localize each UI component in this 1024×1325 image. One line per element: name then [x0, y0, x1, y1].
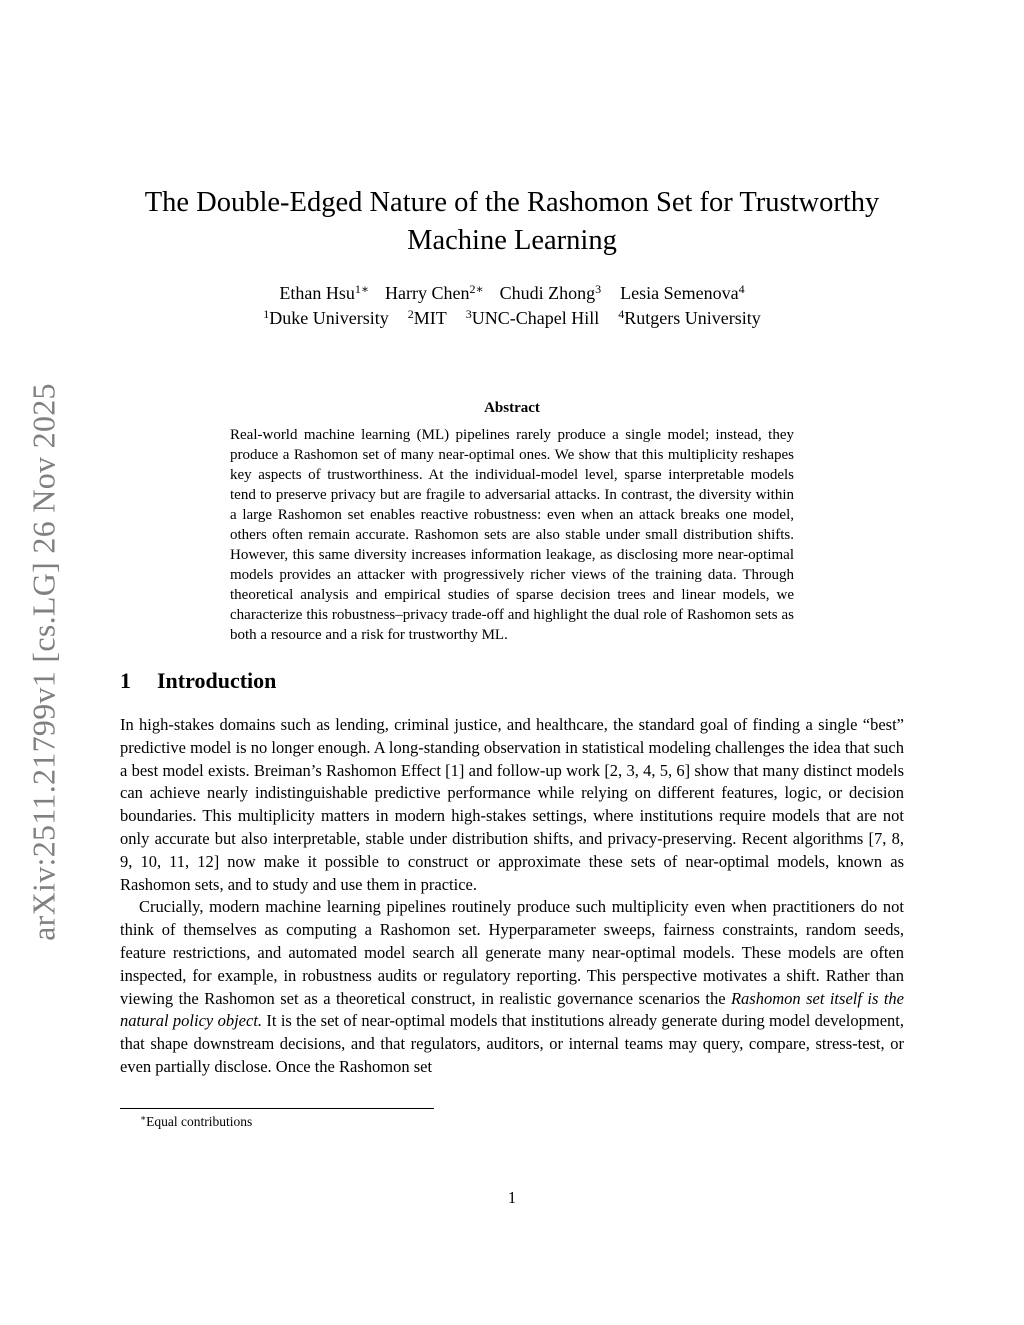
author-name: Chudi Zhong [499, 283, 596, 303]
author-mark: 3 [595, 282, 602, 296]
paragraph [120, 896, 904, 1078]
footnote-text: Equal contributions [146, 1114, 253, 1129]
footnote-mark: ∗ [140, 1113, 147, 1123]
author-block [120, 281, 904, 331]
paragraph-text: It is the set of near-optimal models that institutions already generate during model development, that shape downstream decisions, and that regulators, auditors, or internal teams may query, compare, stress-test, or even partially disclose. Once the Rashomon set [120, 1011, 904, 1076]
author-line [120, 281, 904, 306]
affiliation-name: Rutgers University [624, 308, 761, 328]
affiliation-name: Duke University [269, 308, 389, 328]
section-title: Introduction [157, 668, 277, 693]
section-heading [120, 668, 276, 694]
author-name: Ethan Hsu [279, 283, 355, 303]
author-mark: 1∗ [354, 282, 370, 296]
page-number: 1 [507, 1188, 517, 1207]
section-number: 1 [120, 668, 131, 693]
emphasized-text: Rashomon set itself is the natural policy object. [120, 988, 904, 1031]
paragraph: In high-stakes domains such as lending, criminal justice, and healthcare, the standard goal of finding a single “best” predictive model is no longer enough. A long-standing observation in statistical modeling challenges the idea that such a best model exists. Breiman’s Rashomon Effect [1] and follow-up work [2, 3, 4, 5, 6] show that many distinct models can achieve nearly indistinguishable predictive performance while relying on different features, logic, or decision boundaries. This multiplicity matters in modern high-stakes settings, where institutions require models that are not only accurate but also interpretable, stable under distribution shifts, and privacy-preserving. Recent algorithms [7, 8, 9, 10, 11, 12] now make it possible to construct or approximate these sets of near-optimal models, known as Rashomon sets, and to study and use them in practice. [120, 715, 904, 894]
affiliation-mark: 1 [263, 307, 270, 321]
footnote-divider [120, 1108, 434, 1109]
affiliation-mark: 3 [465, 307, 472, 321]
footnote [140, 1113, 252, 1131]
affiliation-mark: 4 [618, 307, 625, 321]
introduction-body [120, 714, 904, 1079]
abstract-text: Real-world machine learning (ML) pipelines rarely produce a single model; instead, they produce a Rashomon set of many near-optimal ones. We show that this multiplicity reshapes key aspects of trustworthiness. At the individual-model level, sparse interpretable models tend to preserve privacy but are fragile to adversarial attacks. In contrast, the diversity within a large Rashomon set enables reactive robustness: even when an attack breaks one model, others often remain accurate. Rashomon sets are also stable under small distribution shifts. However, this same diversity increases information leakage, as disclosing more near-optimal models provides an attacker with progressively richer views of the training data. Through theoretical analysis and empirical studies of sparse decision trees and linear models, we characterize this robustness–privacy trade-off and highlight the dual role of Rashomon sets as both a resource and a risk for trustworthy ML. [230, 427, 794, 643]
arxiv-identifier-stamp: arXiv:2511.21799v1 [cs.LG] 26 Nov 2025 [25, 383, 62, 941]
author-name: Harry Chen [385, 283, 470, 303]
affiliation-mark: 2 [407, 307, 414, 321]
author-mark: 4 [738, 282, 745, 296]
author-name: Lesia Semenova [620, 283, 739, 303]
abstract-heading: Abstract [484, 400, 540, 416]
paragraph-text: Crucially, modern machine learning pipelines routinely produce such multiplicity even when practitioners do not think of themselves as computing a Rashomon set. Hyperparameter sweeps, fairness constraints, random seeds, feature restrictions, and automated model search all generate many near-optimal models. These models are often inspected, for example, in robustness audits or regulatory reporting. This perspective motivates a shift. Rather than viewing the Rashomon set as a theoretical construct, in realistic governance scenarios the [120, 897, 904, 1008]
affiliation-name: UNC-Chapel Hill [471, 308, 600, 328]
affiliation-line [120, 306, 904, 331]
paper-title: The Double-Edged Nature of the Rashomon Set for Trustworthy Machine Learning [144, 187, 880, 256]
author-mark: 2∗ [469, 282, 484, 296]
affiliation-name: MIT [413, 308, 447, 328]
